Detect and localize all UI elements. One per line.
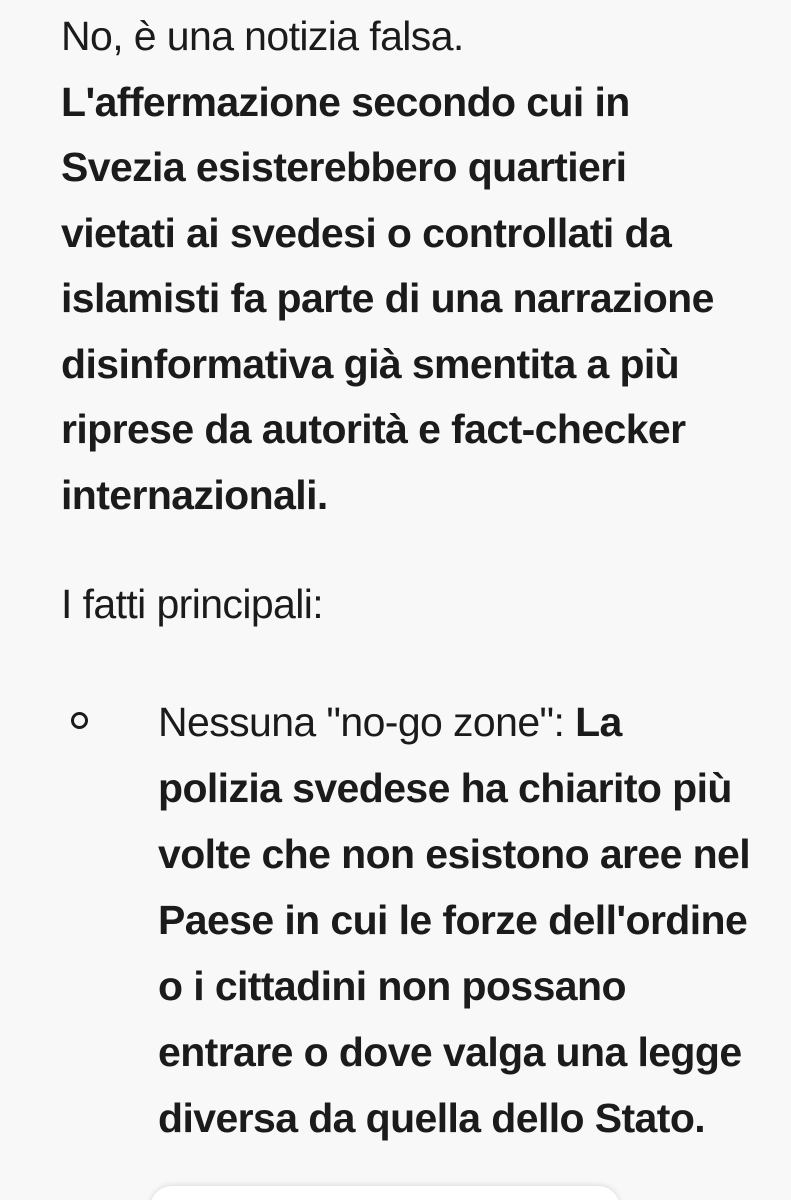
list-item [61, 689, 751, 1151]
bottom-input-panel[interactable] [150, 1186, 620, 1200]
chat-response [61, 4, 751, 1151]
bullet-term: Nessuna "no-go zone": [158, 699, 576, 745]
hollow-circle-bullet-icon [71, 712, 88, 729]
facts-list [61, 689, 751, 1151]
bullet-body: La polizia svedese ha chiarito più volte che non esistono aree nel Paese in cui le forze dell'ordine o i cittadini non possano entrare o dove valga una legge diversa da quella dello Stato. [158, 699, 751, 1141]
section-heading: I fatti principali: [61, 581, 324, 627]
answer-claim: L'affermazione secondo cui in Svezia esisterebbero quartieri vietati ai svedesi o controllati da islamisti fa parte di una narrazione disinformativa già smentita a più riprese da autorità e fact-checker internazionali. [61, 78, 714, 518]
answer-lead: No, è una notizia falsa. [61, 13, 464, 59]
answer-paragraph [61, 4, 751, 528]
